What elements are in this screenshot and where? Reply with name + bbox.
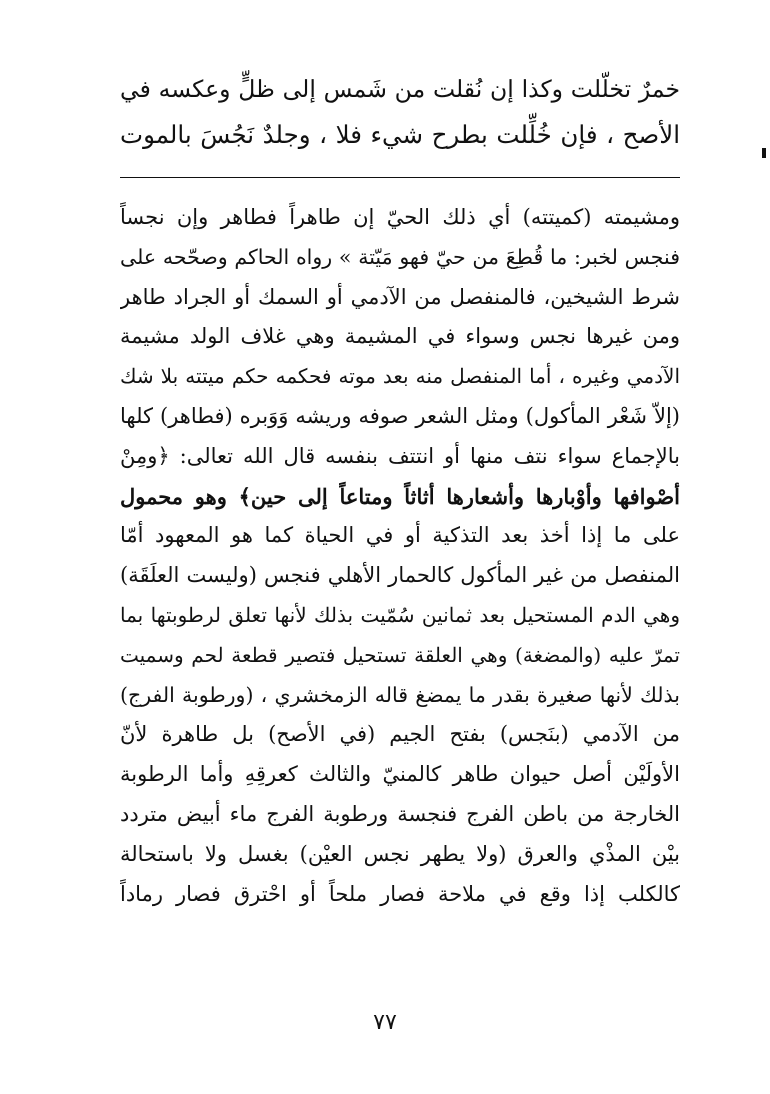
commentary-line: بذلك لأنها صغيرة بقدر ما يمضغ قاله الزمخشري ، (ورطوبة الفرج): [120, 682, 680, 707]
commentary-line: تمرّ عليه (والمضغة) وهي العلقة تستحيل فتصير قطعة لحم وسميت: [120, 642, 680, 667]
commentary-line: الآدمي وغيره ، أما المنفصل منه بعد موته فحكمه حكم ميتته بلا شك: [120, 364, 680, 389]
commentary-line: شرط الشيخين، فالمنفصل من الآدمي أو السمك أو الجراد طاهر: [120, 284, 680, 309]
commentary-line: (إلاّ شَعْر المأكول) ومثل الشعر صوفه وريشه وَوَبره (فطاهر) كلها: [120, 403, 680, 428]
commentary-line: المنفصل من غير المأكول كالحمار الأهلي فنجس (وليست العلَقَة): [120, 563, 680, 588]
commentary-line: كالكلب إذا وقع في ملاحة فصار ملحاً أو احْترق فصار رماداً: [120, 881, 680, 906]
main-text-line: خمرٌ تخلّلت وكذا إن نُقلت من شَمس إلى ظلٍّ وعكسه في: [120, 75, 680, 103]
commentary-line: الخارجة من باطن الفرج فنجسة ورطوبة الفرج ماء أبيض متردد: [120, 801, 680, 826]
commentary-line: الأولَيْن أصل حيوان طاهر كالمنيّ والثالث كعرقِهِ وأما الرطوبة: [120, 762, 680, 787]
commentary-line: بالإجماع سواء نتف منها أو انتتف بنفسه قال الله تعالى: ﴿ومِنْ: [120, 443, 680, 468]
main-text-line: الأصح ، فإن خُلِّلت بطرح شيء فلا ، وجلدٌ نَجُسَ بالموت: [120, 120, 680, 149]
margin-mark: [762, 148, 766, 158]
page-number: ٧٧: [373, 1010, 397, 1035]
commentary-line: وهي الدم المستحيل بعد ثمانين سُمّيت بذلك لأنها تعلق لرطوبتها بما: [120, 602, 680, 627]
commentary-text: [120, 198, 680, 914]
commentary-line: ومشيمته (كميتته) أي ذلك الحيّ إن طاهراً فطاهر وإن نجساً: [120, 205, 680, 229]
commentary-line: ومن غيرها نجس وسواء في المشيمة وهي غلاف الولد مشيمة: [120, 324, 680, 349]
main-text: [120, 66, 680, 158]
commentary-line: من الآدمي (بنَجس) بفتح الجيم (في الأصح) بل طاهرة لأنّ: [120, 722, 680, 747]
commentary-line: فنجس لخبر: ما قُطِعَ من حيّ فهو مَيّتة » رواه الحاكم وصحّحه على: [120, 244, 680, 269]
quran-verse-line: أصْوافها وأوْبارها وأشعارها أثاثاً ومتاعاً إلى حين﴾ وهو محمول: [120, 483, 680, 509]
commentary-line: على ما إذا أخذ بعد التذكية أو في الحياة كما هو المعهود أمّا: [120, 523, 680, 548]
commentary-line: بيْن المذْي والعرق (ولا يطهر نجس العيْن) بغسل ولا باستحالة: [120, 841, 680, 866]
section-divider: [120, 177, 680, 178]
